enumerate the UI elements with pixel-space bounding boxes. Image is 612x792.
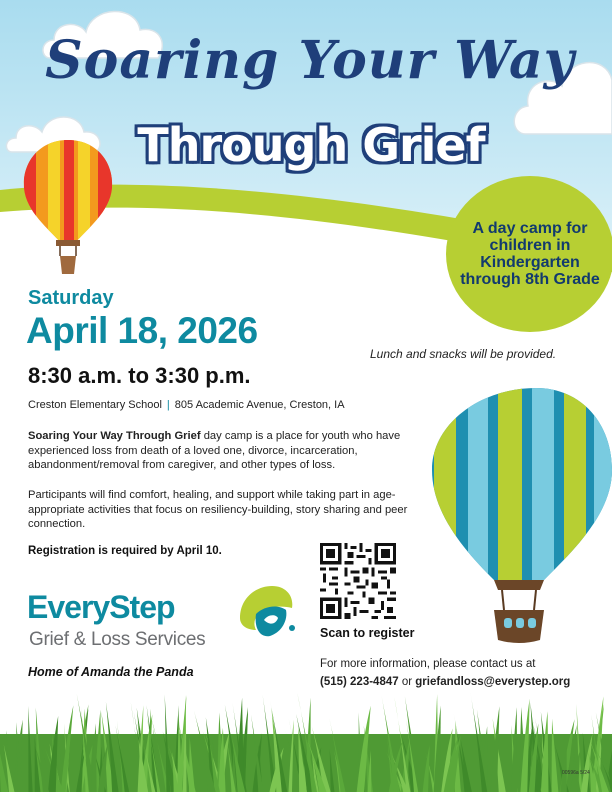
scan-to-register-label: Scan to register bbox=[320, 626, 415, 640]
hot-air-balloon-large-icon bbox=[424, 384, 612, 646]
contact-or: or bbox=[398, 676, 416, 688]
logo-tagline: Home of Amanda the Panda bbox=[28, 665, 194, 679]
registration-deadline: Registration is required by April 10. bbox=[28, 545, 222, 557]
logo-subtitle: Grief & Loss Services bbox=[29, 629, 206, 650]
contact-details bbox=[320, 676, 570, 688]
venue-address: 805 Academic Avenue, Creston, IA bbox=[174, 399, 345, 411]
everystep-e-logo-icon bbox=[234, 584, 296, 640]
title-block: Through Grief bbox=[137, 118, 485, 172]
venue bbox=[28, 399, 345, 411]
title-script: Soaring Your Way bbox=[45, 30, 575, 91]
print-code: 00596a 5/24 bbox=[562, 770, 590, 776]
event-day: Saturday bbox=[28, 287, 114, 309]
description-text-1: day camp is a place for youth who have experienced loss from death of a loved one, divorce, incarceration, abandonment/removal from caregiver, and other types of loss. bbox=[28, 430, 401, 471]
event-date: April 18, 2026 bbox=[26, 310, 258, 351]
program-name: Soaring Your Way Through Grief bbox=[28, 430, 201, 442]
event-time: 8:30 a.m. to 3:30 p.m. bbox=[28, 363, 251, 388]
badge-text: A day camp for children in Kindergarten through 8th Grade bbox=[460, 220, 600, 288]
qr-code-icon[interactable] bbox=[320, 543, 396, 619]
description-paragraph-2: Participants will find comfort, healing, and support while taking part in age-appropriate activities that focus on resiliency-building, story sharing and peer connection. bbox=[28, 489, 408, 530]
contact-email[interactable]: griefandloss@everystep.org bbox=[415, 676, 571, 688]
venue-separator: | bbox=[166, 399, 170, 411]
age-badge bbox=[446, 176, 612, 332]
logo-name: EveryStep bbox=[27, 589, 175, 625]
contact-intro: For more information, please contact us at bbox=[320, 658, 536, 670]
lunch-note: Lunch and snacks will be provided. bbox=[370, 347, 557, 361]
contact-phone[interactable]: (515) 223-4847 bbox=[320, 676, 399, 688]
venue-name: Creston Elementary School bbox=[28, 399, 162, 411]
grass-border bbox=[0, 690, 612, 792]
description-paragraph-1 bbox=[28, 429, 428, 473]
hot-air-balloon-small-icon bbox=[20, 136, 116, 278]
